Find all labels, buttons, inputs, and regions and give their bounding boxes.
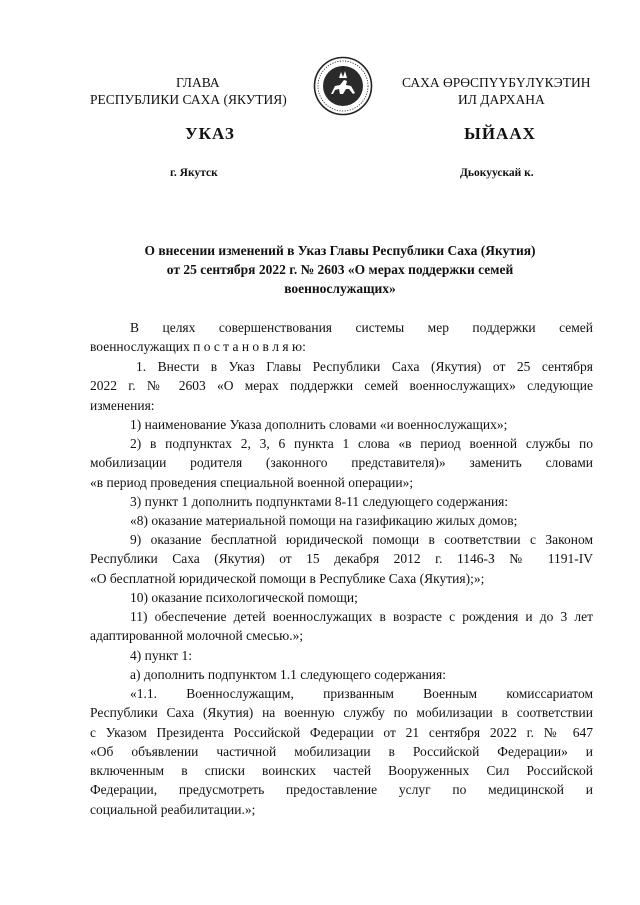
item-10-line: 10) оказание психологической помощи;: [130, 590, 358, 605]
p1-line1: 1. Внести в Указ Главы Республики Саха (Якутия) от 25 сентября: [136, 359, 593, 374]
item-9-line2: Республики Саха (Якутия) от 15 декабря 2012 г. 1146-З № 1191-IV: [90, 551, 593, 567]
quote-line5: включенным в списки воинских частей Вооруженных Сил Российской: [90, 763, 593, 779]
item-3: [90, 492, 593, 511]
intro-line2: военнослужащих п о с т а н о в л я ю:: [90, 339, 306, 355]
header-right-line2: ИЛ ДАРХАНА: [458, 92, 545, 107]
item-2-line3: «в период проведения специальной военной операции»;: [90, 474, 414, 490]
document-title: [80, 241, 600, 298]
intro-paragraph: [90, 318, 593, 357]
quote-line3: с Указом Президента Российской Федерации от 21 сентября 2022 г. № 647: [90, 724, 593, 740]
doc-type-right: ЫЙААХ: [464, 124, 536, 143]
quote-line7: социальной реабилитации.»;: [90, 801, 256, 817]
item-9-line3: «О бесплатной юридической помощи в Республике Саха (Якутия);»;: [90, 570, 485, 586]
quote-line1: «1.1. Военнослужащим, призванным Военным комиссариатом: [130, 686, 593, 701]
title-line2: от 25 сентября 2022 г. № 2603 «О мерах поддержки семей: [166, 262, 514, 277]
quote-line4: «Об объявлении частичной мобилизации в Российской Федерации» и: [90, 743, 593, 759]
intro-line1: В целях совершенствования системы мер поддержки семей: [130, 320, 593, 335]
quote-line2: Республики Саха (Якутия) на военную службу по мобилизации в соответствии: [90, 705, 593, 721]
p1-line3: изменения:: [90, 397, 155, 413]
item-8-line: «8) оказание материальной помощи на газификацию жилых домов;: [130, 513, 518, 528]
item-2: [90, 434, 593, 492]
item-3-line: 3) пункт 1 дополнить подпунктами 8-11 следующего содержания:: [130, 494, 509, 509]
p1-line2: 2022 г. № 2603 «О мерах поддержки семей военнослужащих» следующие: [90, 378, 593, 394]
item-a: [90, 665, 593, 684]
item-9: [90, 530, 593, 588]
city-left: г. Якутск: [170, 167, 218, 179]
item-2-line2: мобилизации родителя (законного представителя)» заменить словами: [90, 455, 593, 471]
item-a-line: а) дополнить подпунктом 1.1 следующего содержания:: [130, 667, 446, 682]
header-right-authority: [380, 74, 620, 108]
title-line1: О внесении изменений в Указ Главы Республики Саха (Якутия): [144, 243, 536, 258]
item-10: [90, 588, 593, 607]
item-11-line1: 11) обеспечение детей военнослужащих в возрасте с рождения и до 3 лет: [130, 609, 593, 624]
item-9-line1: 9) оказание бесплатной юридической помощи в соответствии с Законом: [130, 532, 593, 547]
coat-of-arms-emblem: [313, 56, 373, 116]
item-11: [90, 607, 593, 646]
title-line3: военнослужащих»: [284, 281, 396, 296]
paragraph-1: [90, 357, 593, 415]
item-4: [90, 646, 593, 665]
quote-line6: Федерации, предусмотреть предоставление услуг по медицинской и: [90, 782, 593, 798]
quote-1-1: [90, 684, 593, 819]
item-1-line: 1) наименование Указа дополнить словами «и военнослужащих»;: [130, 417, 508, 432]
city-right: Дьокуускай к.: [460, 167, 534, 179]
header-right-line1: САХА ӨРӨСПҮҮБҮЛҮКЭТИН: [402, 75, 591, 90]
header-left-line1: ГЛАВА: [176, 75, 220, 90]
coat-of-arms-icon: [313, 56, 373, 116]
doc-type-left: УКАЗ: [185, 124, 235, 143]
item-4-line: 4) пункт 1:: [130, 648, 192, 663]
item-8: [90, 511, 593, 530]
header-left-line2: РЕСПУБЛИКИ САХА (ЯКУТИЯ): [90, 92, 287, 107]
item-11-line2: адаптированной молочной смесью.»;: [90, 628, 304, 644]
item-2-line1: 2) в подпунктах 2, 3, 6 пункта 1 слова «в период военной службы по: [130, 436, 593, 451]
item-1: [90, 415, 593, 434]
